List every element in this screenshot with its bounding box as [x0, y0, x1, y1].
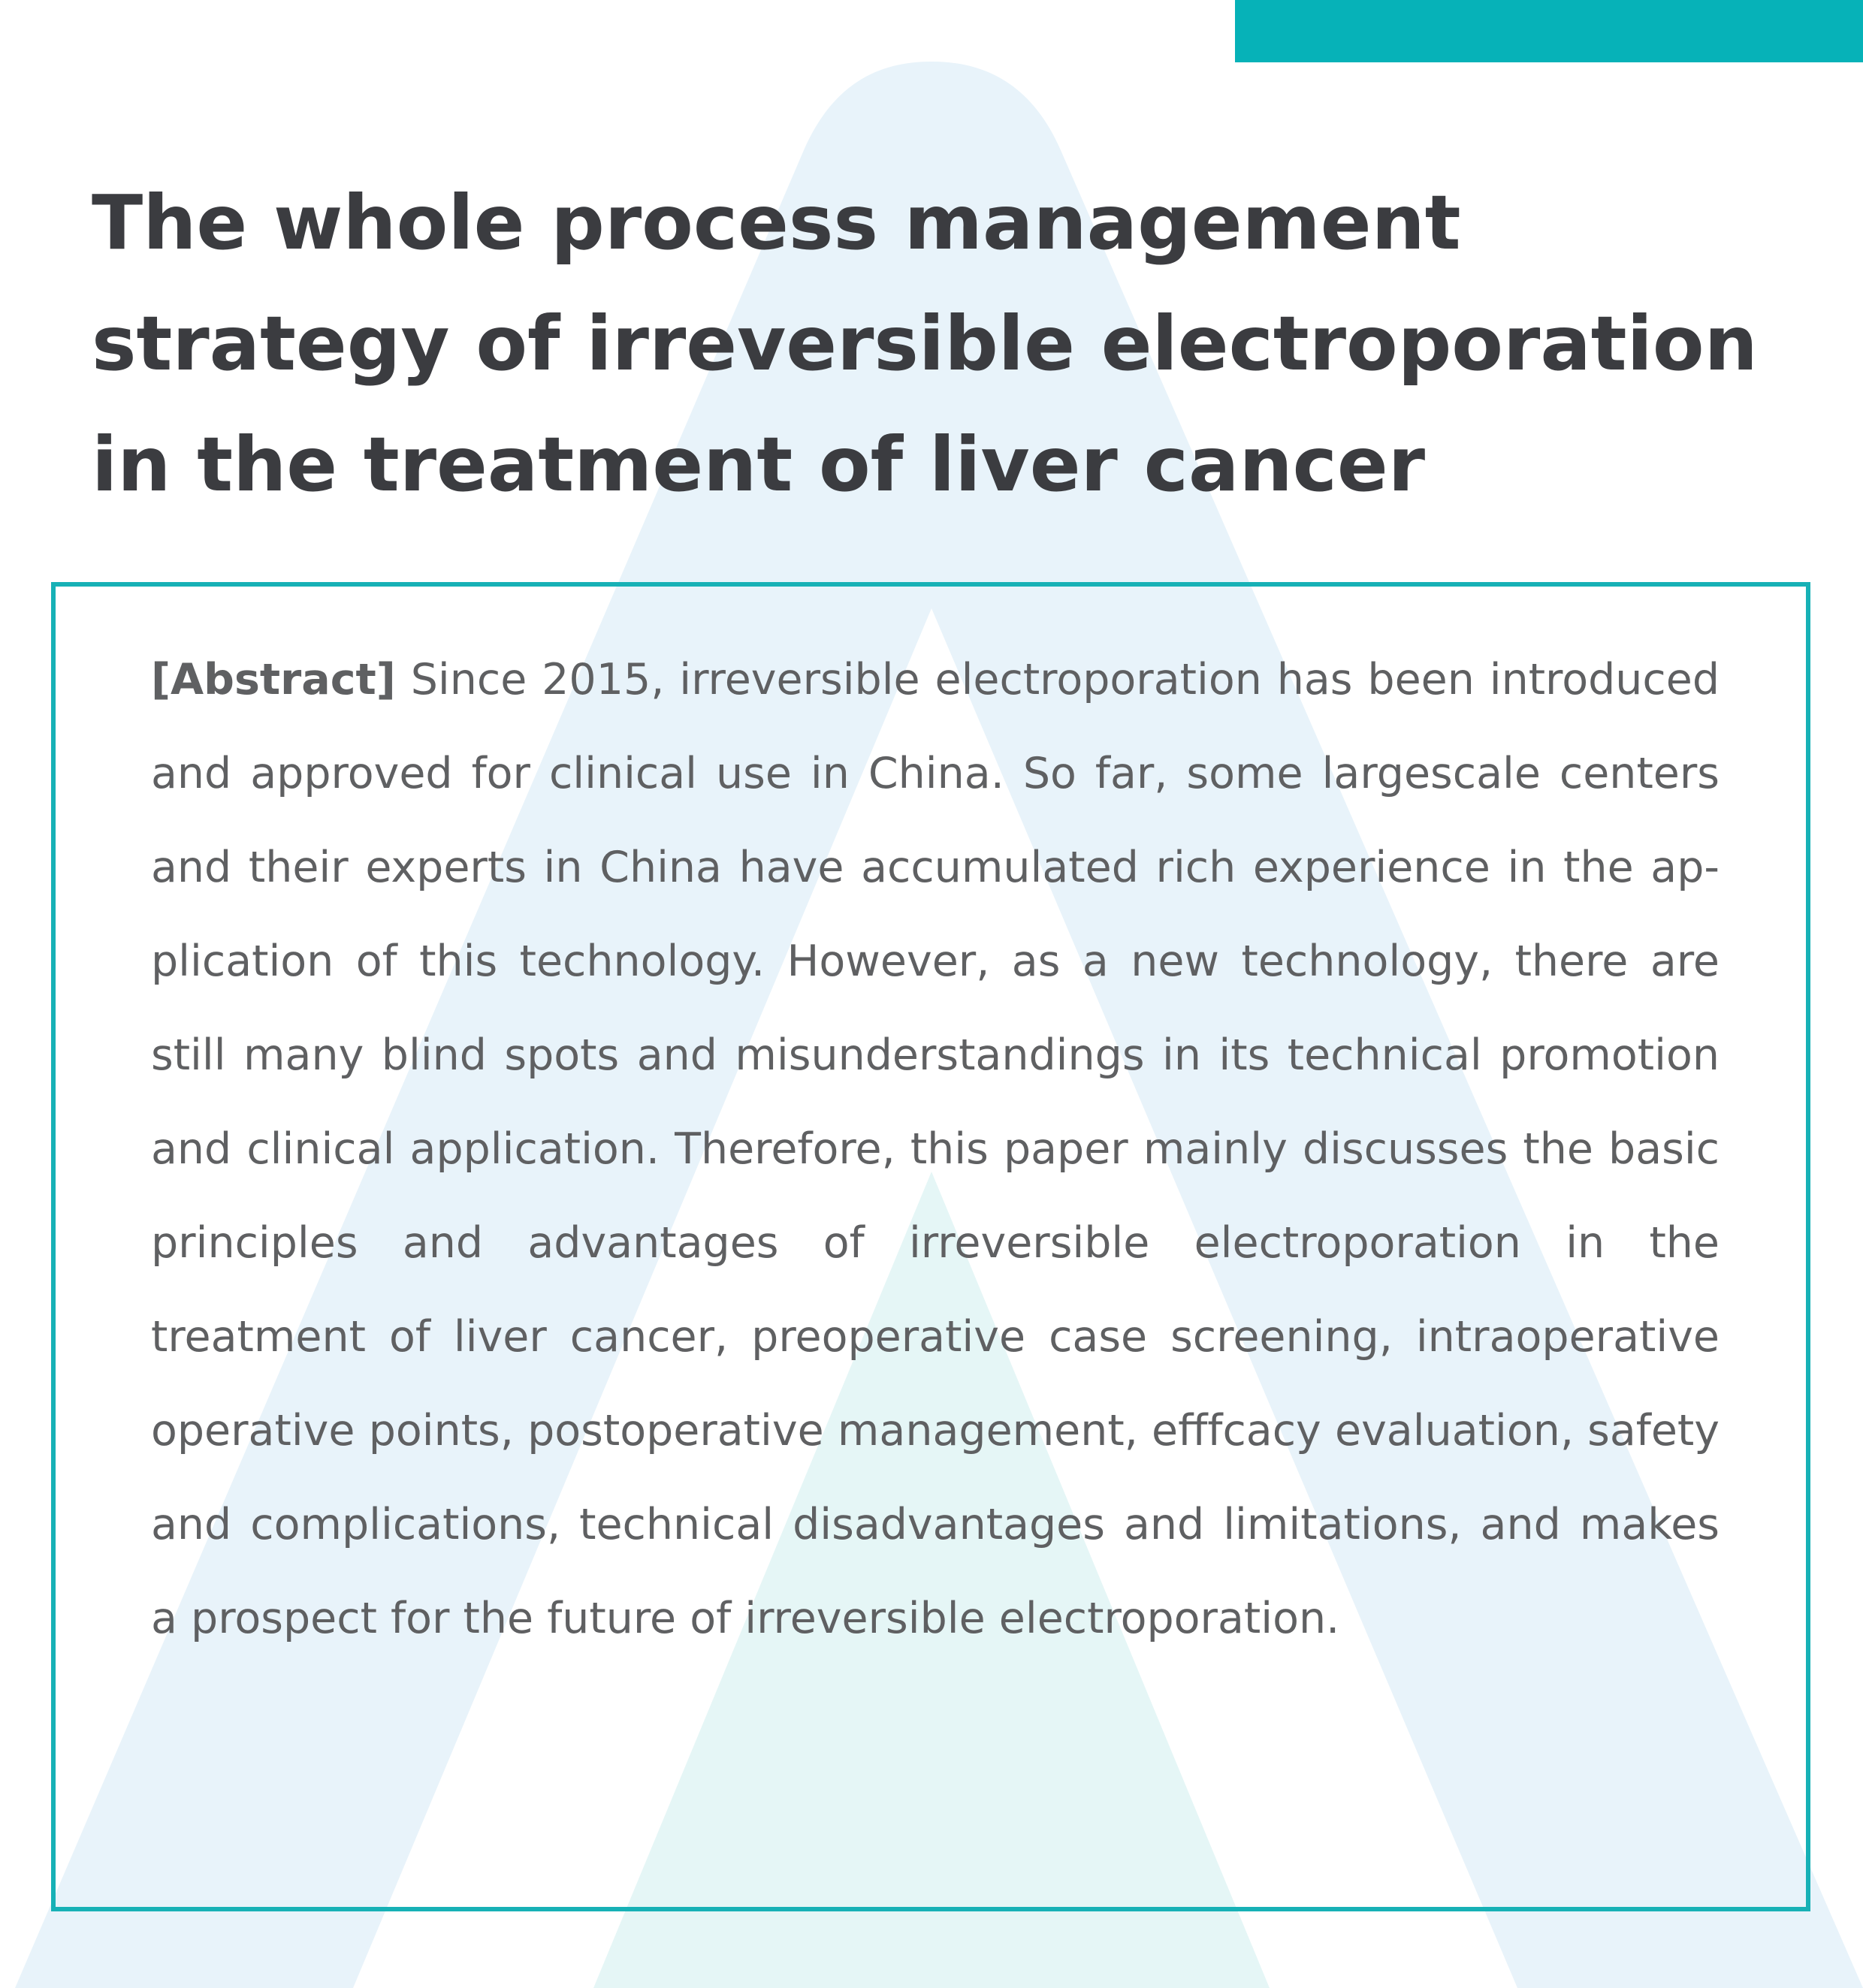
abstract-label: [Abstract] — [151, 655, 396, 704]
article-title: The whole process management strategy of irreversible electroporation in the treatment of liver cancer — [92, 179, 1758, 508]
abstract-paragraph — [151, 633, 1720, 1666]
abstract-body: Since 2015, irreversible electroporation has been introduced and approved for clinical use in China. So far, some largescale centers and their experts in China have accumulated rich experience in the application of this technology. However, as a new technology, there are still many blind spots and misunderstandings in its technical promotion and clinical application. Therefore, this paper mainly discusses the basic principles and advantages of irreversible electroporation in the treatment of liver cancer, preoperative case screening, intraoperative operative points, postoperative management, efffcacy evaluation, safety and complications, technical disadvantages and limitations, and makes a prospect for the future of irreversible electroporation. — [151, 655, 1720, 1643]
accent-bar — [1235, 0, 1863, 62]
abstract-box — [51, 582, 1810, 1911]
